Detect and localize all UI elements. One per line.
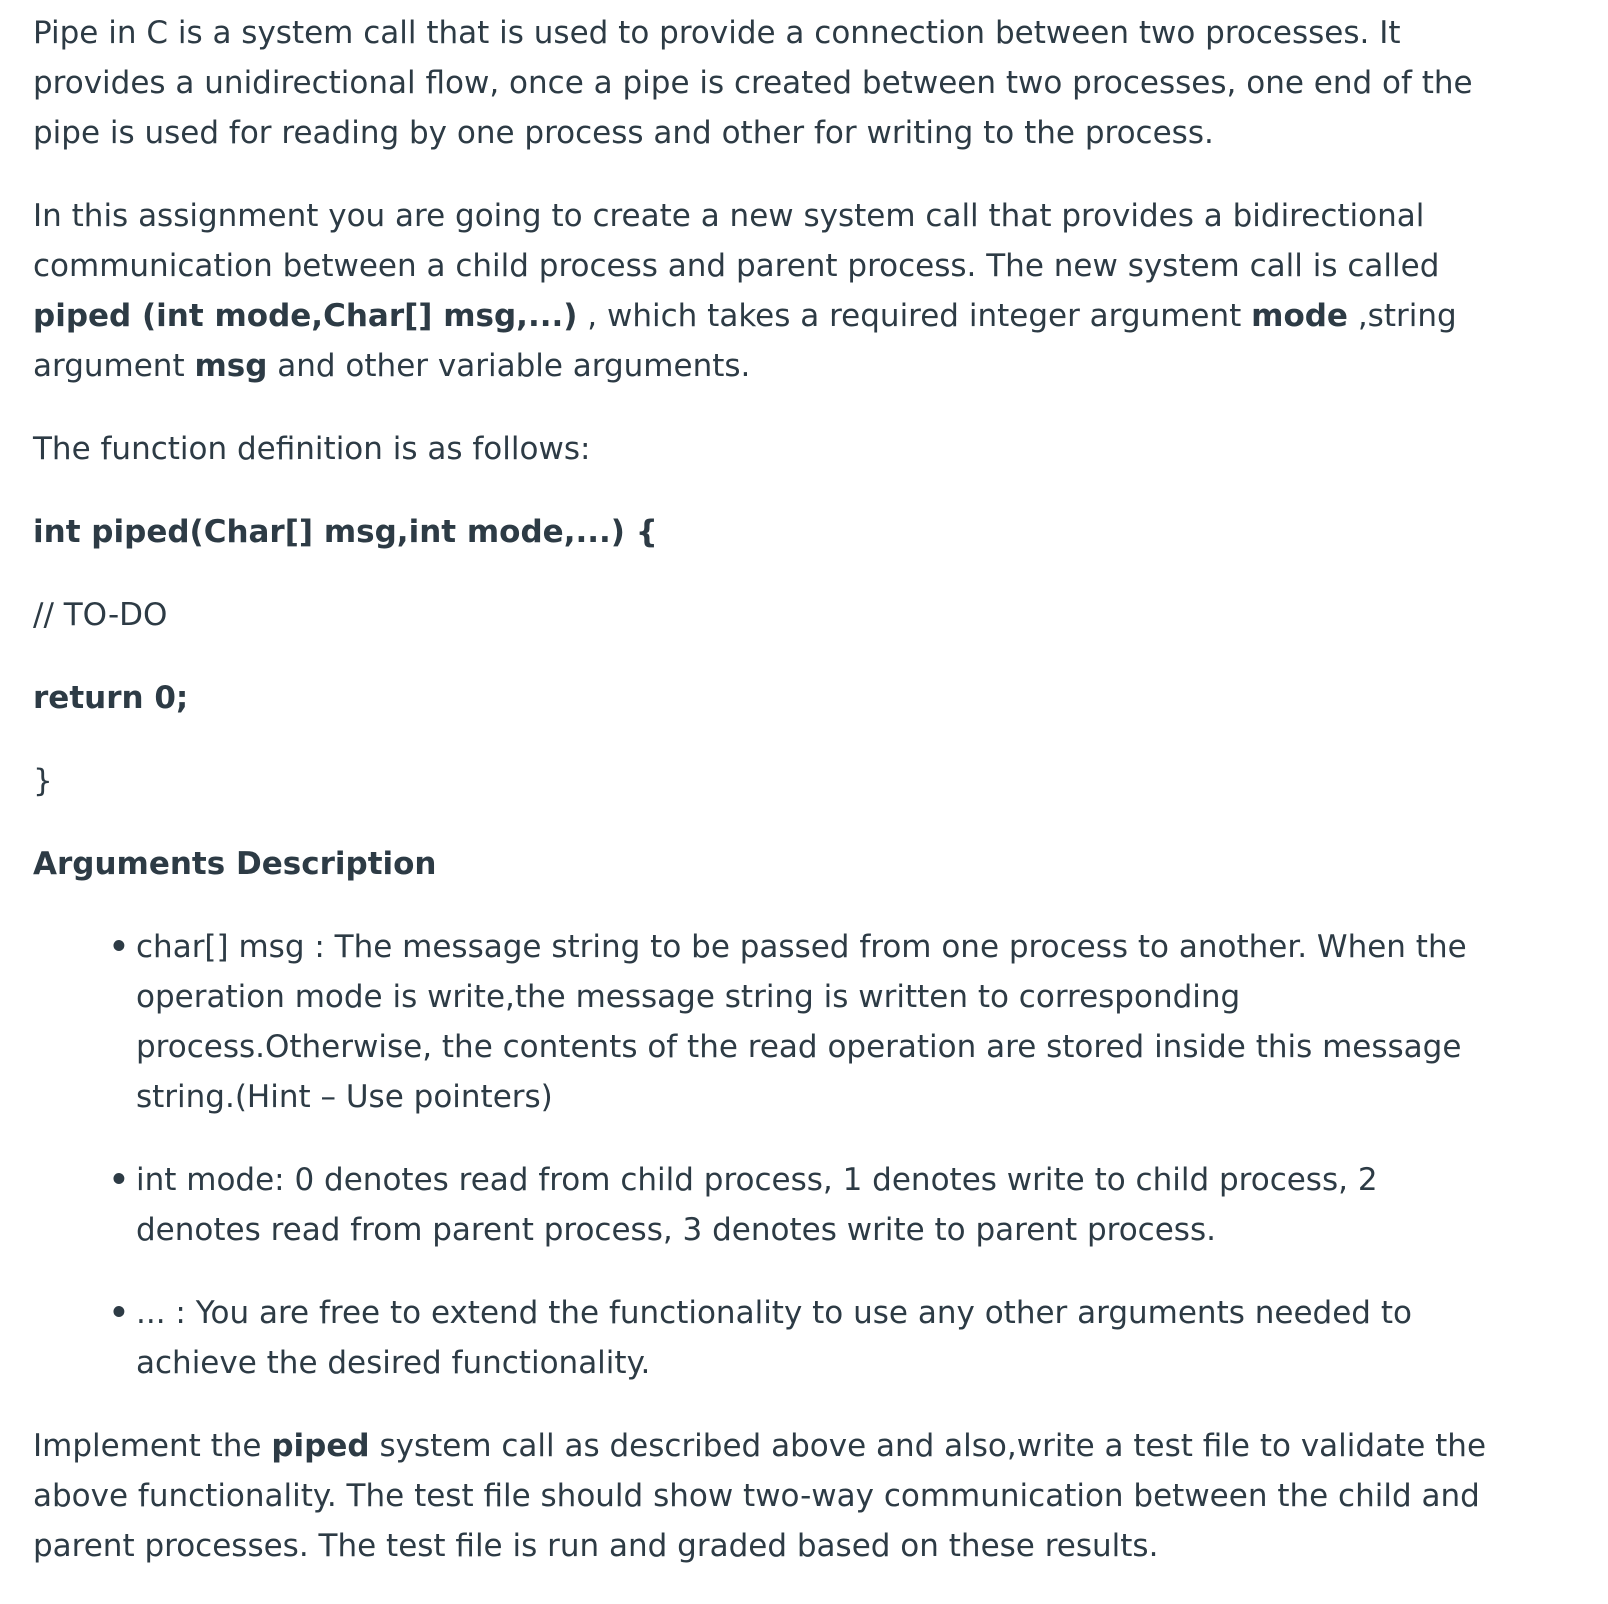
bullet-icon: • [109,1162,129,1198]
arguments-heading-text: Arguments Description [33,846,437,882]
assignment-text-4: and other variable arguments. [267,348,751,384]
mode-keyword: mode [1251,298,1348,334]
piped-keyword: piped [271,1428,370,1464]
function-definition-intro [33,424,1488,474]
closing-text-2: system call as described above and also,write a test file to validate the above functionality. The test file should show two-way communication between the child and parent processes. The test file is run and graded based on these results. [33,1428,1487,1564]
intro-text: Pipe in C is a system call that is used to provide a connection between two processes. It provides a unidirectional flow, once a pipe is created between two processes, one end of the pipe is used for reading by one process and other for writing to the process. [33,15,1473,151]
closing-paragraph [33,1421,1488,1571]
list-item [33,922,1488,1122]
bullet-icon: • [109,1295,129,1331]
msg-keyword: msg [194,348,268,384]
argument-msg-description: char[] msg : The message string to be passed from one process to another. When the operation mode is write,the message string is written to corresponding process.Otherwise, the contents of the read operation are stored inside this message string.(Hint – Use pointers) [136,929,1467,1115]
piped-signature-inline: piped (int mode,Char[] msg,...) [33,298,578,334]
code-signature-text: int piped(Char[] msg,int mode,...) { [33,514,658,550]
code-return [33,673,1488,723]
list-item [33,1288,1488,1388]
code-close-text: } [33,763,53,799]
code-signature [33,507,1488,557]
assignment-text-2: , which takes a required integer argument [577,298,1252,334]
assignment-text-1: In this assignment you are going to create a new system call that provides a bidirectional communication between a child process and parent process. The new system call is called [33,198,1440,284]
bullet-icon: • [109,929,129,965]
intro-paragraph-pipe [33,8,1488,158]
arguments-list [33,922,1488,1388]
arguments-heading [33,839,1488,889]
list-item [33,1155,1488,1255]
intro-paragraph-assignment [33,191,1488,391]
definition-intro-text: The function definition is as follows: [33,431,591,467]
argument-varargs-description: ... : You are free to extend the functionality to use any other arguments needed to achieve the desired functionality. [136,1295,1412,1381]
assignment-text-3: ,string argument [33,298,1457,384]
code-close-brace [33,756,1488,806]
closing-text-1: Implement the [33,1428,272,1464]
code-return-text: return 0; [33,680,189,716]
code-todo [33,590,1488,640]
argument-mode-description: int mode: 0 denotes read from child process, 1 denotes write to child process, 2 denotes read from parent process, 3 denotes write to parent process. [136,1162,1378,1248]
code-todo-text: // TO-DO [33,597,168,633]
